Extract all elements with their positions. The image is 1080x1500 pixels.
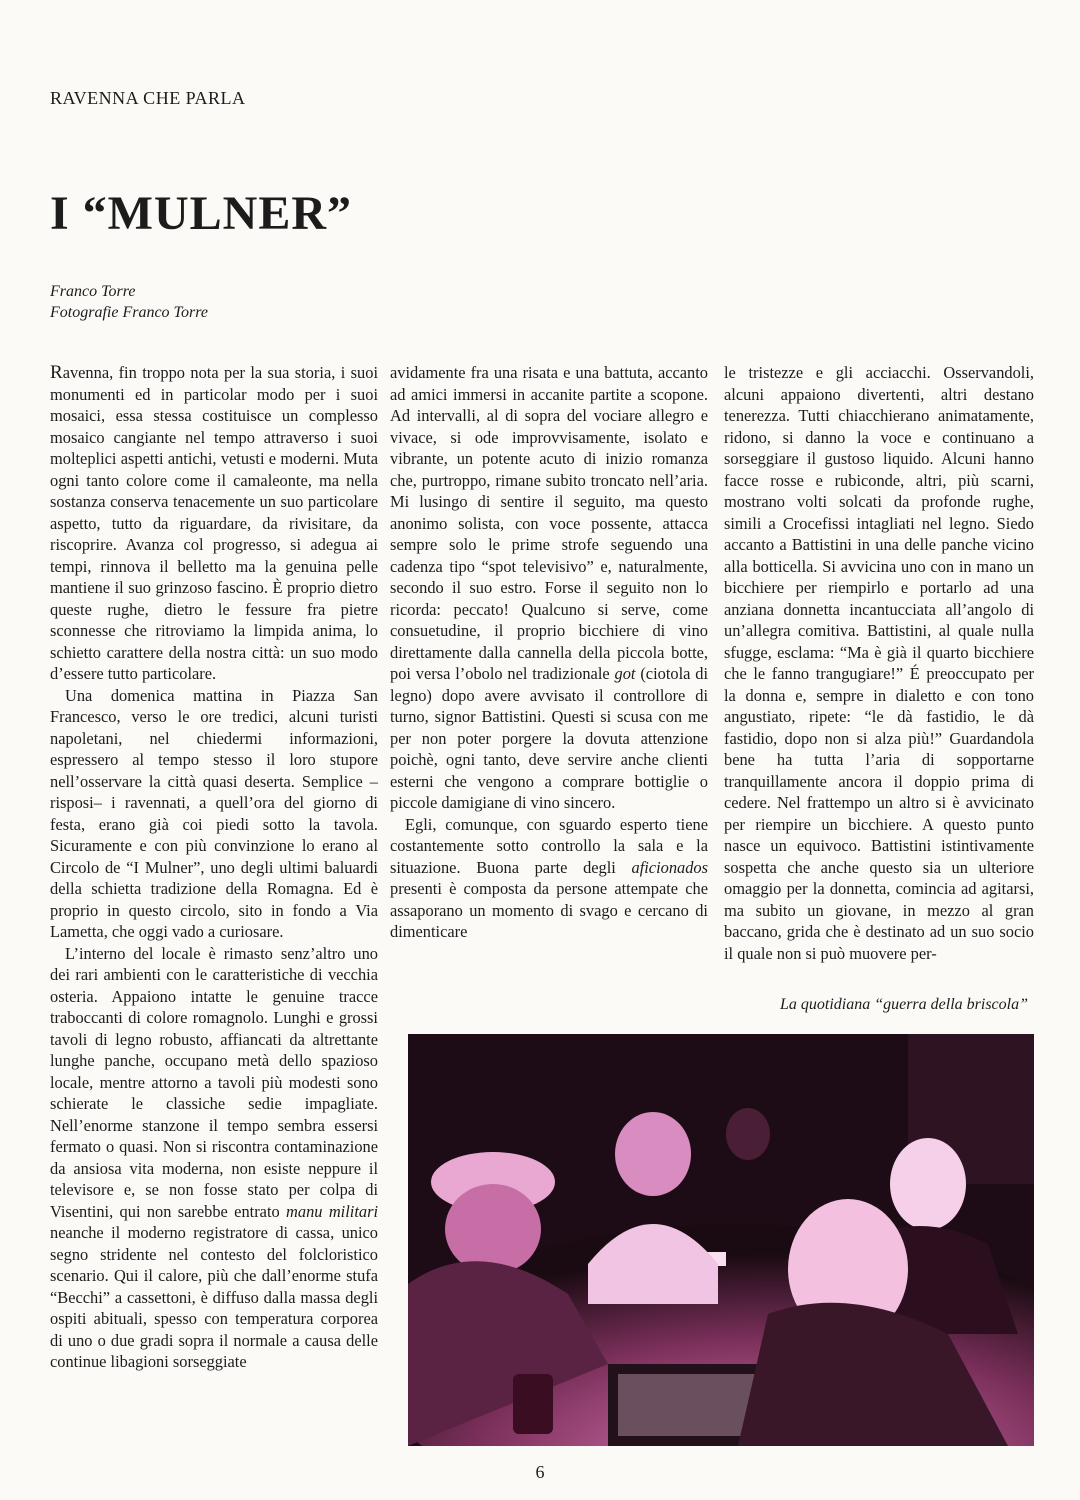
paragraph-text: neanche il moderno registratore di cassa, unico segno stridente nel contesto del folcloristico scenario. Qui il calore, più che dall’enorme stufa “Becchi” a cassettoni, è diffuso dalla massa degli ospiti abituali, spesso con temperatura corporea di uno o due gradi sopra il normale a causa delle continue libagioni sorseggiate [50, 1223, 378, 1371]
photo-credit: Fotografie Franco Torre [50, 304, 208, 321]
photo-card-players [408, 1034, 1034, 1446]
player-right [890, 1138, 966, 1230]
italic-phrase: got [614, 664, 636, 683]
text-column-1 [50, 362, 378, 1373]
paragraph-text: avenna, fin troppo nota per la sua storia, i suoi monumenti ed in particolar modo per i suoi mosaici, essa stessa costituisce un complesso mosaico cangiante nel tempo attraverso i suoi molteplici aspetti antichi, vetusti e moderni. Muta ogni tanto colore come il camaleonte, ma nella sostanza conserva tenacemente un suo particolare aspetto, tutto da riguardare, da rivisitare, da riscoprire. Avanza col progresso, si adegua ai tempi, rinnova il belletto ma la genuina pelle mantiene il suo grinzoso fascino. È proprio dietro queste rughe, dietro le fessure fra pietre sconnesse che ritroviamo la limpida anima, lo schietto carattere della nostra città: un suo modo d’essere tutto particolare. [50, 363, 378, 683]
paragraph-text: presenti è composta da persone attempate che assaporano un momento di svago e cercano di dimenticare [390, 879, 708, 941]
photo-illustration [408, 1034, 1034, 1446]
author-byline: Franco Torre [50, 283, 136, 300]
paragraph [50, 362, 378, 685]
page-number: 6 [535, 1462, 545, 1482]
paragraph: Una domenica mattina in Piazza San Francesco, verso le ore tredici, alcuni turisti napoletani, nel chiedermi informazioni, espressero al tempo stesso il loro stupore nell’osservare la città quasi deserta. Semplice –risposi– i ravennati, a quell’ora del giorno di festa, erano già coi piedi sotto la tavola. Sicuramente e con più convinzione lo erano al Circolo de “I Mulner”, uno degli ultimi baluardi della schietta tradizione della Romagna. Ed è proprio in questo circolo, sito in fondo a Via Lametta, che oggi vado a curiosare. [50, 685, 378, 941]
paragraph-text: L’interno del locale è rimasto senz’altro uno dei rari ambienti con le caratteristiche di vecchia osteria. Appaiono intatte le genuine tracce traboccanti di colore romagnolo. Lunghi e grossi tavoli di legno robusto, affiancati da altrettante lunghe panche, occupano metà dello spazioso locale, mentre attorno a tavoli più modesti sono schierate le classiche sedie impagliate. Nell’enorme stanzone il tempo sembra essersi fermato o quasi. Non si riscontra contaminazione da ansiosa vita moderna, non esiste neppure il televisore e, se non fosse stato per colpa di Visentini, qui non sarebbe entrato [50, 943, 378, 1221]
paragraph-text: (ciotola di legno) dopo avere avvisato il controllore di turno, signor Battistini. Questi si scusa con me per non poter porgere la dovuta attenzione poichè, ogni tanto, deve servire anche clienti esterni che vengono a comprare bottiglie o piccole damigiane di vino sincero. [390, 664, 708, 812]
player-center [615, 1112, 691, 1196]
article-title: I “MULNER” [50, 187, 353, 240]
paragraph-text: avidamente fra una risata e una battuta, accanto ad amici immersi in accanite partite a scopone. Ad intervalli, al di sopra del vociare allegro e vivace, si ode improvvisamente, isolato e vibrante, un potente acuto di inizio romanza che, purtroppo, rimane subito troncato nell’aria. Mi lusingo di sentire il seguito, ma questo anonimo solista, con voce possente, attacca sempre solo le prime strofe seguendo una cadenza tipo “spot televisivo” e, naturalmente, secondo il suo estro. Forse il seguito non lo ricorda: peccato! Qualcuno si serve, come consuetudine, il proprio bicchiere di vino direttamente dalla cannella della piccola botte, poi versa l’obolo nel tradizionale [390, 363, 708, 683]
text-column-3 [724, 362, 1034, 964]
drop-cap: R [50, 362, 63, 383]
photo-caption: La quotidiana “guerra della briscola” [779, 996, 1028, 1013]
text-column-2 [390, 362, 708, 943]
paragraph-text: Egli, comunque, con sguardo esperto tiene costantemente sotto controllo la sala e la situazione. Buona parte degli [390, 814, 708, 877]
italic-phrase: manu militari [286, 1201, 378, 1221]
section-header: RAVENNA CHE PARLA [50, 88, 246, 108]
paragraph [390, 814, 708, 943]
wine-glass [513, 1374, 553, 1434]
paragraph [390, 362, 708, 814]
paragraph [50, 943, 378, 1373]
paragraph: le tristezze e gli acciacchi. Osservandoli, alcuni appaiono divertenti, altri destano tenerezza. Tutti chiacchierano animatamente, ridono, si danno la voce e continuano a sorseggiare il gustoso liquido. Alcuni hanno facce rosse e rubiconde, altri, più scarni, mostrano volti solcati da profonde rughe, simili a Crocefissi intagliati nel legno. Siedo accanto a Battistini in una delle panche vicino alla botticella. Si avvicina uno con in mano un bicchiere per riempirlo e portarlo ad una anziana donnetta incantucciata all’angolo di un’allegra comitiva. Battistini, al quale nulla sfugge, esclama: “Ma è già il quarto bicchiere che le fanno trangugiare!” É preoccupato per la donna e, sempre in dialetto e con tono angustiato, ripete: “le dà fastidio, le dà fastidio, dopo non si alza più!” Guardandola bene ha tutta l’aria di sopportarne tranquillamente ancora il doppio prima di cedere. Nel frattempo un altro si è avvicinato per riempire un bicchiere. A questo punto nasce un equivoco. Battistini istintivamente sospetta che anche questo sia un ulteriore omaggio per la donnetta, comincia ad agitarsi, ma subito un giovane, in mezzo al gran baccano, grida che è destinato ad un suo socio il quale non si può muovere per- [724, 363, 1034, 963]
italic-phrase: aficionados [631, 857, 708, 877]
